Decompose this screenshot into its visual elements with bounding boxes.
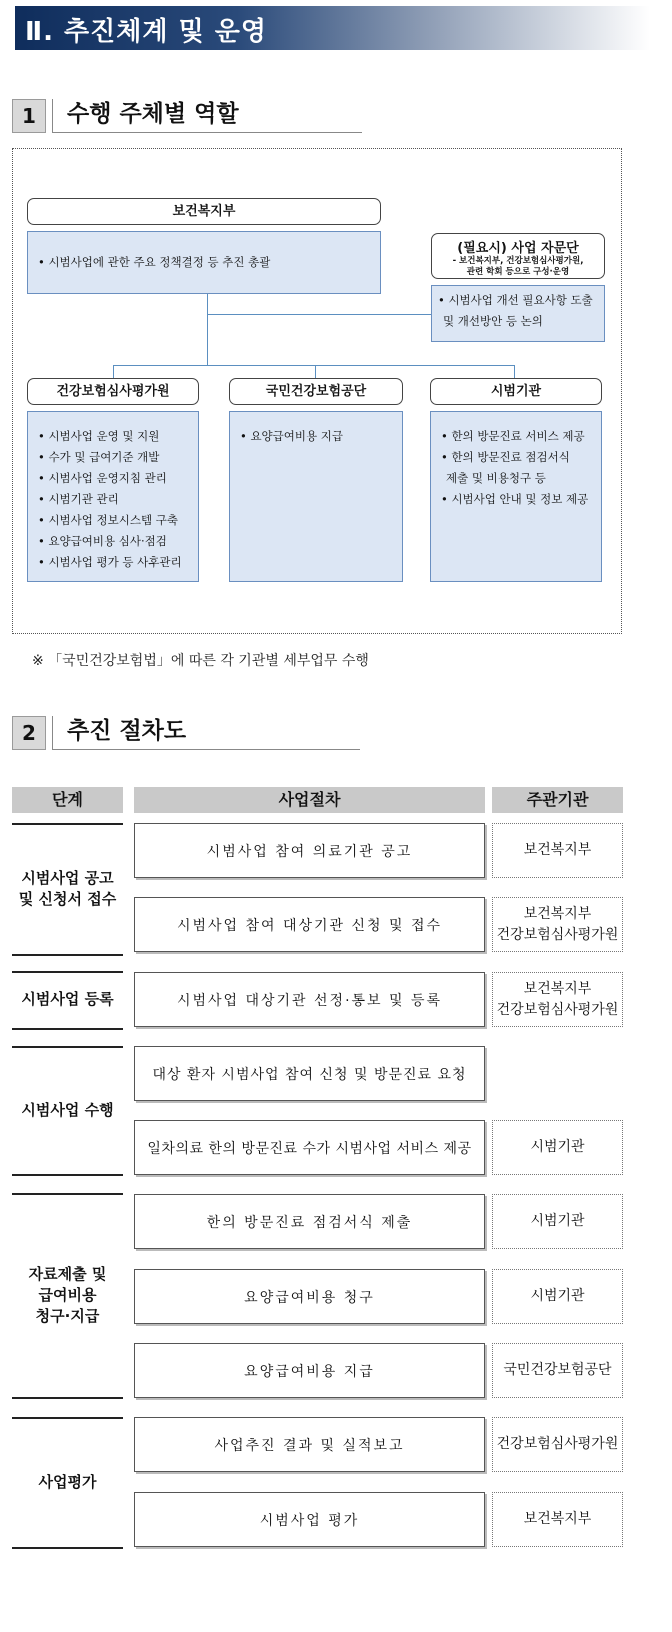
process-box: 한의 방문진료 점검서식 제출 bbox=[134, 1194, 485, 1249]
stage-2-label: 시범사업 등록 bbox=[21, 990, 114, 1008]
stage-divider bbox=[12, 954, 123, 956]
org-box bbox=[492, 1417, 623, 1472]
org-box bbox=[492, 1120, 623, 1175]
pilot-header: 시범기관 bbox=[430, 378, 602, 405]
nhis-box bbox=[229, 411, 403, 582]
section-2-title: 추진 절차도 bbox=[52, 716, 360, 750]
advisory-title: (필요시) 사업 자문단 bbox=[457, 241, 579, 256]
section-1-title: 수행 주체별 역할 bbox=[52, 99, 362, 133]
chapter-title: Ⅱ. 추진체계 및 운영 bbox=[25, 17, 267, 47]
ministry-header: 보건복지부 bbox=[27, 198, 381, 225]
org-name: 보건복지부 bbox=[523, 905, 592, 922]
stage-divider bbox=[12, 1174, 123, 1176]
chapter-banner bbox=[15, 6, 650, 50]
process-box: 요양급여비용 지급 bbox=[134, 1343, 485, 1398]
hira-item: • 수가 및 급여기준 개발 bbox=[38, 447, 188, 468]
org-name: 건강보험심사평가원 bbox=[496, 1436, 619, 1452]
org-box bbox=[492, 823, 623, 878]
stage-4-line: 급여비용 bbox=[38, 1285, 97, 1304]
org-box bbox=[492, 1343, 623, 1398]
hira-header: 건강보험심사평가원 bbox=[27, 378, 199, 405]
connector-line bbox=[315, 365, 316, 378]
process-box: 사업추진 결과 및 실적보고 bbox=[134, 1417, 485, 1472]
connector-line bbox=[514, 365, 515, 378]
nhis-item: • 요양급여비용 지급 bbox=[240, 426, 392, 447]
ministry-box bbox=[27, 231, 381, 294]
org-box bbox=[492, 1269, 623, 1324]
stage-5-label: 사업평가 bbox=[38, 1472, 97, 1491]
advisory-box bbox=[431, 285, 605, 342]
connector-line bbox=[207, 314, 432, 315]
process-box: 시범사업 참여 대상기관 신청 및 접수 bbox=[134, 897, 485, 952]
pilot-item: • 한의 방문진료 서비스 제공 bbox=[441, 426, 591, 447]
org-name: 시범기관 bbox=[530, 1288, 585, 1304]
org-name: 시범기관 bbox=[530, 1139, 585, 1155]
process-box: 시범사업 대상기관 선정·통보 및 등록 bbox=[134, 972, 485, 1027]
pilot-box bbox=[430, 411, 602, 582]
org-name: 보건복지부 bbox=[523, 842, 592, 858]
org-name: 보건복지부 bbox=[523, 1511, 592, 1527]
org-name: 시범기관 bbox=[530, 1213, 585, 1229]
stage-4-line: 자료제출 및 bbox=[28, 1264, 107, 1283]
pilot-item-continued: 제출 및 비용청구 등 bbox=[446, 471, 546, 485]
process-box: 시범사업 참여 의료기관 공고 bbox=[134, 823, 485, 878]
stage-1-label: 시범사업 공고 및 신청서 접수 bbox=[18, 869, 117, 908]
header-process: 사업절차 bbox=[134, 787, 485, 813]
header-stage: 단계 bbox=[12, 787, 123, 813]
advisory-subtitle: 관련 학회 등으로 구성·운영 bbox=[466, 267, 570, 277]
org-box bbox=[492, 972, 623, 1027]
connector-line bbox=[113, 365, 514, 366]
hira-item: • 시범기관 관리 bbox=[38, 489, 188, 510]
advisory-header bbox=[431, 233, 605, 279]
pilot-item: • 시범사업 안내 및 정보 제공 bbox=[441, 489, 591, 510]
process-box: 요양급여비용 청구 bbox=[134, 1269, 485, 1324]
stage-divider bbox=[12, 1397, 123, 1399]
advisory-item: • 시범사업 개선 필요사항 도출 bbox=[438, 290, 598, 311]
process-box: 일차의료 한의 방문진료 수가 시범사업 서비스 제공 bbox=[134, 1120, 485, 1175]
section-2-number: 2 bbox=[12, 716, 46, 750]
stage-divider bbox=[12, 1547, 123, 1549]
hira-box bbox=[27, 411, 199, 582]
footnote: ※ 「국민건강보험법」에 따른 각 기관별 세부업무 수행 bbox=[32, 653, 369, 669]
section-1-number: 1 bbox=[12, 99, 46, 133]
org-box bbox=[492, 1194, 623, 1249]
org-name: 보건복지부 bbox=[523, 980, 592, 997]
hira-item: • 요양급여비용 심사·점검 bbox=[38, 531, 188, 552]
stage-divider bbox=[12, 823, 123, 825]
connector-line bbox=[113, 365, 114, 378]
advisory-item: 및 개선방안 등 논의 bbox=[443, 314, 543, 328]
advisory-subtitle: - 보건복지부, 건강보험심사평가원, bbox=[452, 256, 584, 266]
stage-4-line: 청구·지급 bbox=[35, 1306, 100, 1325]
ministry-item: • 시범사업에 관한 주요 정책결정 등 추진 총괄 bbox=[38, 252, 370, 273]
hira-item: • 시범사업 정보시스템 구축 bbox=[38, 510, 188, 531]
stage-4-label bbox=[12, 1195, 123, 1395]
connector-line bbox=[207, 294, 208, 366]
org-box bbox=[492, 897, 623, 952]
pilot-item: • 한의 방문진료 점검서식 bbox=[441, 447, 591, 468]
hira-item: • 시범사업 운영지침 관리 bbox=[38, 468, 188, 489]
hira-item: • 시범사업 운영 및 지원 bbox=[38, 426, 188, 447]
process-box: 대상 환자 시범사업 참여 신청 및 방문진료 요청 bbox=[134, 1046, 485, 1101]
process-box: 시범사업 평가 bbox=[134, 1492, 485, 1547]
org-name: 건강보험심사평가원 bbox=[496, 926, 619, 943]
stage-divider bbox=[12, 1028, 123, 1030]
header-org: 주관기관 bbox=[492, 787, 623, 813]
stage-3-label: 시범사업 수행 bbox=[21, 1100, 114, 1119]
nhis-header: 국민건강보험공단 bbox=[229, 378, 403, 405]
org-box bbox=[492, 1492, 623, 1547]
hira-item: • 시범사업 평가 등 사후관리 bbox=[38, 552, 188, 573]
org-name: 국민건강보험공단 bbox=[503, 1362, 612, 1378]
org-name: 건강보험심사평가원 bbox=[496, 1001, 619, 1018]
